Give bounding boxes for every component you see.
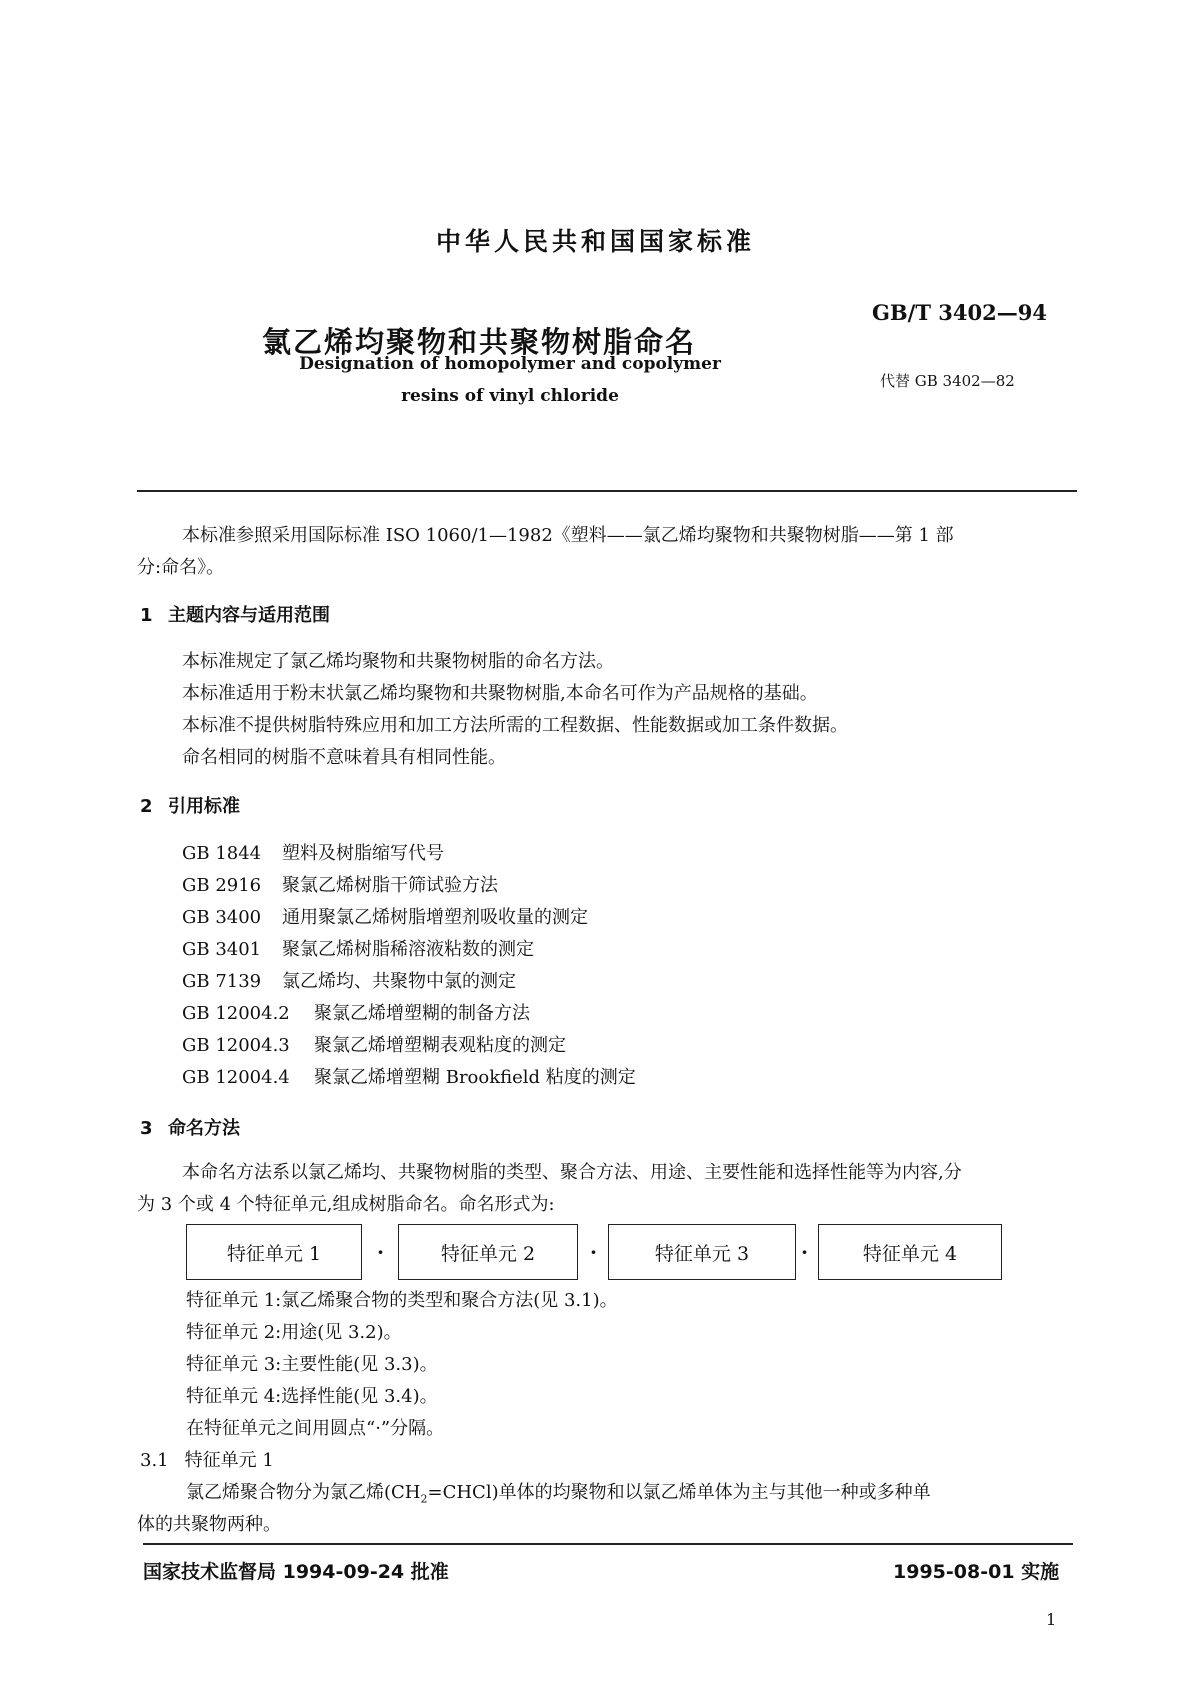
subsection-3-1-number: 3.1 [140,1450,169,1471]
reference-title: 塑料及树脂缩写代号 [282,843,444,864]
section3-heading [140,1114,240,1140]
reference-row [182,935,534,961]
reference-row [182,999,530,1025]
section1-para: 本标准不提供树脂特殊应用和加工方法所需的工程数据、性能数据或加工条件数据。 [182,715,848,736]
subsection-3-1-line2: 体的共聚物两种。 [137,1514,281,1535]
unit-separator-dot: · [377,1240,384,1264]
reference-code: GB 1844 [182,843,262,864]
reference-code: GB 7139 [182,971,262,992]
section1-heading [140,601,330,627]
subsection-3-1-title: 特征单元 1 [184,1450,274,1471]
section2-heading [140,792,240,818]
implementation-note: 1995-08-01 实施 [893,1561,1060,1583]
feature-unit-box: 特征单元 1 [186,1224,362,1280]
reference-row [182,903,588,929]
reference-code: GB 12004.4 [182,1067,290,1088]
feature-unit-box: 特征单元 4 [818,1224,1002,1280]
reference-code: GB 3401 [182,939,262,960]
reference-title: 聚氯乙烯树脂稀溶液粘数的测定 [282,939,534,960]
reference-row [182,967,516,993]
standard-type-heading: 中华人民共和国国家标准 [435,227,755,256]
reference-code: GB 2916 [182,875,262,896]
reference-code: GB 12004.3 [182,1035,290,1056]
subsection-3-1-line1 [186,1477,931,1516]
reference-title: 聚氯乙烯增塑糊的制备方法 [314,1003,530,1024]
reference-row [182,1031,566,1057]
section1-title: 主题内容与适用范围 [168,605,330,626]
unit-description: 特征单元 1:氯乙烯聚合物的类型和聚合方法(见 3.1)。 [186,1290,618,1311]
section3-intro-line2: 为 3 个或 4 个特征单元,组成树脂命名。命名形式为: [137,1194,555,1215]
section1-para: 本标准适用于粉末状氯乙烯均聚物和共聚物树脂,本命名可作为产品规格的基础。 [182,683,818,704]
subsection-3-1-heading [140,1445,274,1477]
standard-number: GB/T 3402—94 [872,300,1047,325]
section3-intro-line1: 本命名方法系以氯乙烯均、共聚物树脂的类型、聚合方法、用途、主要性能和选择性能等为内容,分 [182,1162,962,1183]
reference-row [182,1063,636,1089]
section2-title: 引用标准 [168,796,240,817]
section3-number: 3 [140,1118,153,1139]
unit-description: 在特征单元之间用圆点“·”分隔。 [186,1418,445,1439]
replaces-note: 代替 GB 3402—82 [880,372,1015,390]
intro-line1: 本标准参照采用国际标准 ISO 1060/1—1982《塑料——氯乙烯均聚物和共聚物树脂——第 1 部 [182,525,954,546]
section1-para: 命名相同的树脂不意味着具有相同性能。 [182,747,506,768]
approval-note: 国家技术监督局 1994-09-24 批准 [143,1561,449,1583]
document-title-cn: 氯乙烯均聚物和共聚物树脂命名 [262,325,697,359]
section1-number: 1 [140,605,153,626]
document-title-en-line1: Designation of homopolymer and copolymer [299,354,721,374]
reference-row [182,871,498,897]
footer-divider [143,1543,1073,1545]
section2-number: 2 [140,796,153,817]
feature-unit-box: 特征单元 2 [398,1224,578,1280]
reference-title: 通用聚氯乙烯树脂增塑剂吸收量的测定 [282,907,588,928]
feature-unit-box: 特征单元 3 [608,1224,796,1280]
section3-title: 命名方法 [168,1118,240,1139]
unit-separator-dot: · [590,1240,597,1264]
reference-title: 聚氯乙烯树脂干筛试验方法 [282,875,498,896]
unit-separator-dot: · [801,1240,808,1264]
unit-description: 特征单元 2:用途(见 3.2)。 [186,1322,402,1343]
reference-row [182,839,444,865]
section1-para: 本标准规定了氯乙烯均聚物和共聚物树脂的命名方法。 [182,651,614,672]
text-segment: 氯乙烯聚合物分为氯乙烯(CH [186,1482,421,1503]
unit-description: 特征单元 3:主要性能(见 3.3)。 [186,1354,438,1375]
header-divider [137,490,1077,492]
document-title-en-line2: resins of vinyl chloride [401,386,619,406]
page-number: 1 [1046,1610,1057,1629]
intro-line2: 分:命名》。 [137,557,225,578]
subscript: 2 [420,1492,428,1506]
reference-title: 聚氯乙烯增塑糊 Brookfield 粘度的测定 [314,1067,636,1088]
text-segment: =CHCl)单体的均聚物和以氯乙烯单体为主与其他一种或多种单 [427,1482,931,1503]
reference-code: GB 3400 [182,907,262,928]
reference-code: GB 12004.2 [182,1003,290,1024]
reference-title: 氯乙烯均、共聚物中氯的测定 [282,971,516,992]
reference-title: 聚氯乙烯增塑糊表观粘度的测定 [314,1035,566,1056]
unit-description: 特征单元 4:选择性能(见 3.4)。 [186,1386,438,1407]
